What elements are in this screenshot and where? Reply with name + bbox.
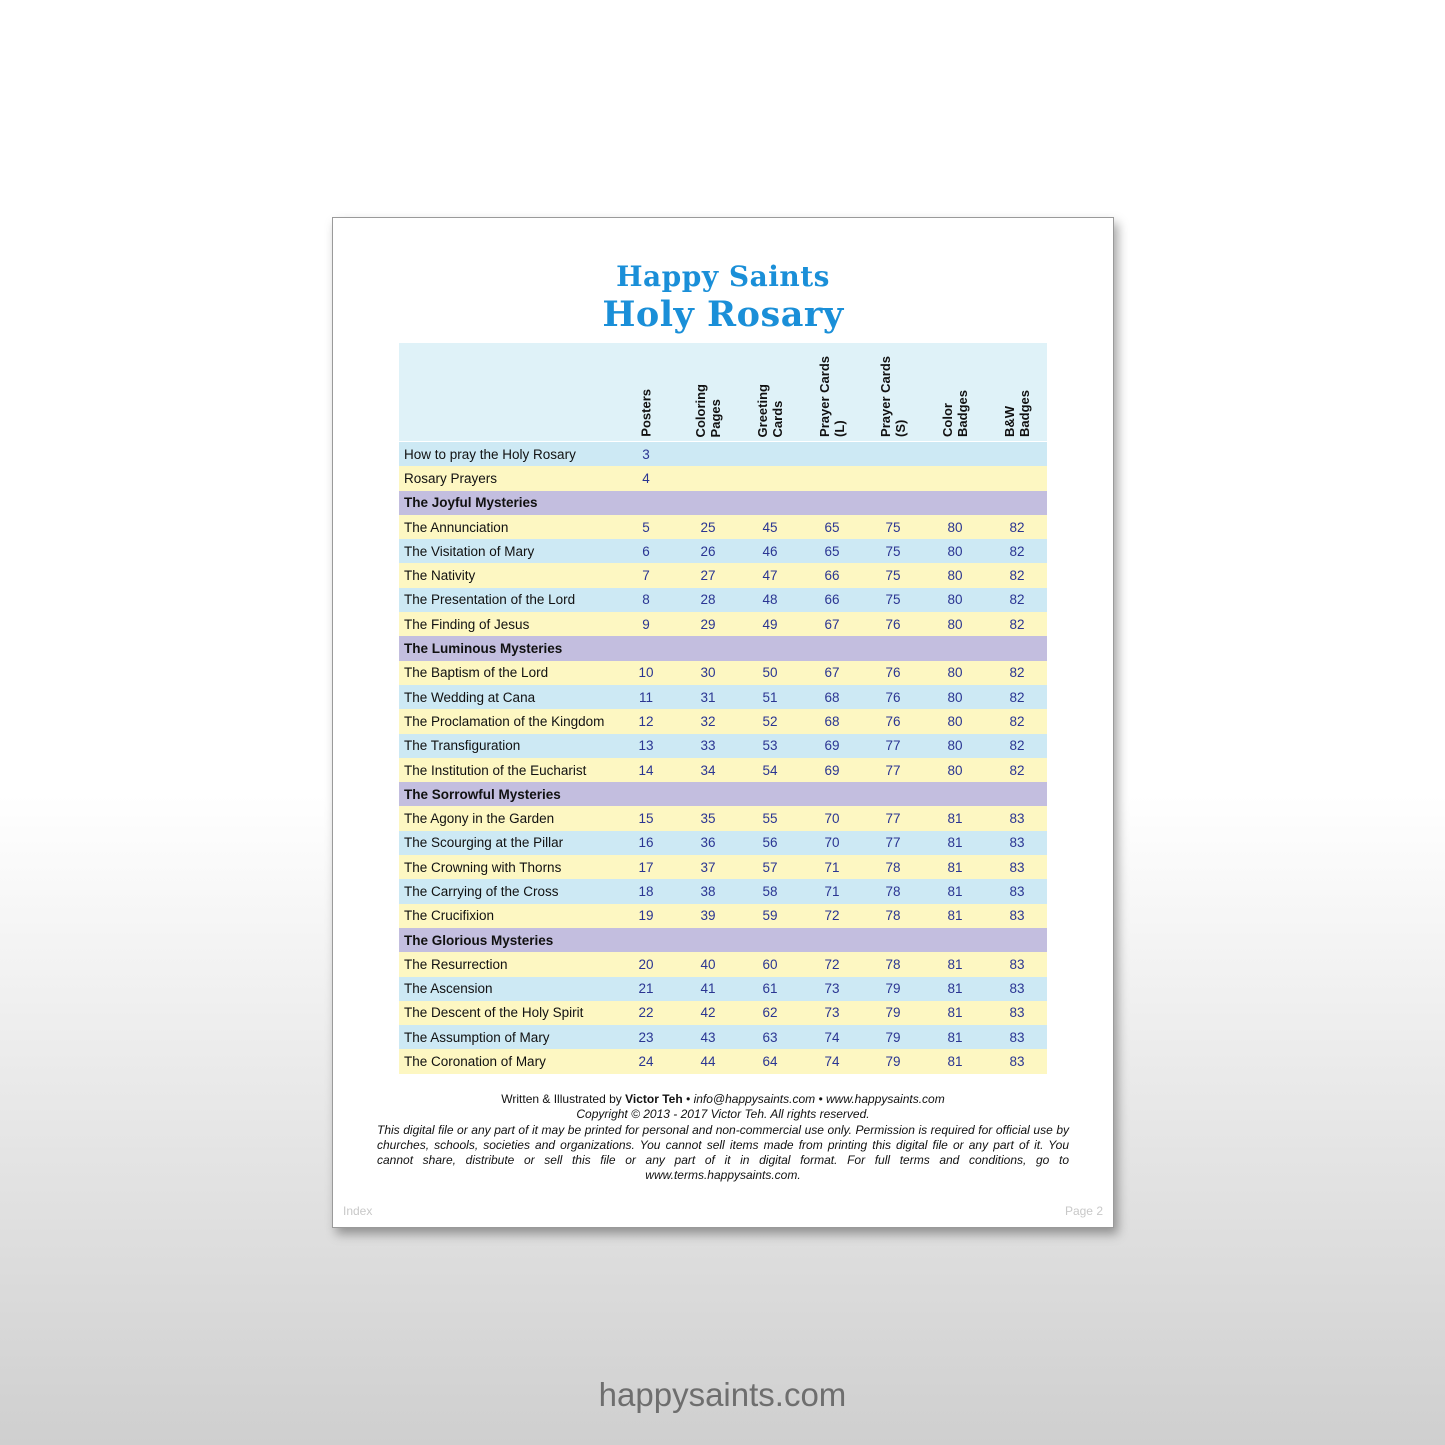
page-number-cell: 75 <box>885 543 901 559</box>
page-number-cell: 83 <box>1009 956 1025 972</box>
column-header-label: B&W Badges <box>1002 390 1032 437</box>
page-number-cell: 82 <box>1009 616 1025 632</box>
page-number-cell: 61 <box>762 981 778 997</box>
column-header-label: Coloring Pages <box>693 383 723 437</box>
column-header <box>986 343 1048 441</box>
table-row <box>399 1025 1047 1049</box>
page-number-cell: 75 <box>885 568 901 584</box>
row-title: The Nativity <box>404 568 476 584</box>
page-number-cell: 80 <box>947 592 963 608</box>
page-number-cell: 81 <box>947 981 963 997</box>
table-row <box>399 977 1047 1001</box>
page-number-cell: 81 <box>947 956 963 972</box>
page-number-cell: 59 <box>762 908 778 924</box>
page-number-cell: 11 <box>638 689 653 705</box>
page-number-cell: 50 <box>762 665 778 681</box>
page-number-cell: 52 <box>762 713 778 729</box>
title-holy-rosary: Holy Rosary <box>602 294 844 335</box>
table-row <box>399 1049 1047 1073</box>
page-number-cell: 73 <box>824 981 840 997</box>
page-number-cell: 82 <box>1009 738 1025 754</box>
page-number-cell: 83 <box>1009 1005 1025 1021</box>
table-row <box>399 806 1047 830</box>
page-number-cell: 43 <box>700 1029 716 1045</box>
table-row <box>399 904 1047 928</box>
footer-legal: This digital file or any part of it may be printed for personal and non-commercial use only. Permission is required for official use by churches, schools, societies and organizations. You cannot sell items made from printing this digital file or any part of it. You cannot share, distribute or sell this file or any part of it in digital format. For full terms and conditions, go to www.terms.happysaints.com. <box>377 1122 1069 1183</box>
page-number-cell: 79 <box>885 1029 901 1045</box>
row-title: The Scourging at the Pillar <box>404 835 564 851</box>
page-number-cell: 82 <box>1009 568 1025 584</box>
page-number-cell: 78 <box>885 883 901 899</box>
page-number-cell: 81 <box>947 1054 963 1070</box>
page-number-cell: 80 <box>947 543 963 559</box>
page-number-cell: 55 <box>762 811 778 827</box>
table-row <box>399 952 1047 976</box>
page-corner-index: Index <box>343 1204 373 1218</box>
page-number-cell: 33 <box>700 738 716 754</box>
row-title: The Carrying of the Cross <box>404 883 559 899</box>
page-number-cell: 60 <box>762 956 778 972</box>
row-title: The Crowning with Thorns <box>404 859 562 875</box>
page-number-cell: 73 <box>824 1005 840 1021</box>
row-title: The Ascension <box>404 981 493 997</box>
column-header-label: Posters <box>638 389 654 437</box>
section-title: The Sorrowful Mysteries <box>404 786 561 802</box>
page-number-cell: 68 <box>824 713 840 729</box>
title-happy-saints: Happy Saints <box>616 260 830 293</box>
page-number-cell: 83 <box>1009 859 1025 875</box>
table-row <box>399 709 1047 733</box>
table-row <box>399 515 1047 539</box>
page-number-cell: 80 <box>947 568 963 584</box>
page-number-cell: 81 <box>947 883 963 899</box>
page-number-cell: 83 <box>1009 811 1025 827</box>
column-header <box>924 343 986 441</box>
page-number-cell: 34 <box>700 762 716 778</box>
page-number-cell: 3 <box>642 446 650 462</box>
table-row <box>399 442 1047 466</box>
section-title: The Glorious Mysteries <box>404 932 554 948</box>
page-number-cell: 69 <box>824 738 840 754</box>
page-number-cell: 23 <box>638 1029 654 1045</box>
page-number-cell: 44 <box>700 1054 716 1070</box>
table-row <box>399 661 1047 685</box>
row-title: The Presentation of the Lord <box>404 592 576 608</box>
page-number-cell: 31 <box>700 689 716 705</box>
table-row <box>399 734 1047 758</box>
page-number-cell: 74 <box>824 1054 840 1070</box>
page-number-cell: 83 <box>1009 883 1025 899</box>
page-number-cell: 10 <box>638 665 654 681</box>
document-page <box>332 217 1114 1228</box>
page-number-cell: 72 <box>824 956 840 972</box>
column-header-label: Prayer Cards (S) <box>878 356 908 437</box>
page-number-cell: 79 <box>885 1054 901 1070</box>
page-number-cell: 66 <box>824 568 840 584</box>
table-row <box>399 1001 1047 1025</box>
page-number-cell: 36 <box>700 835 716 851</box>
page-number-cell: 17 <box>638 859 654 875</box>
page-number-cell: 80 <box>947 519 963 535</box>
footer-author: Victor Teh <box>625 1092 683 1106</box>
page-number-cell: 47 <box>762 568 778 584</box>
page-number-cell: 21 <box>638 981 654 997</box>
page-number-cell: 83 <box>1009 835 1025 851</box>
section-row <box>399 491 1047 515</box>
page-number-cell: 82 <box>1009 519 1025 535</box>
page-number-cell: 81 <box>947 859 963 875</box>
page-number-cell: 70 <box>824 835 840 851</box>
page-number-cell: 80 <box>947 665 963 681</box>
page-number-cell: 53 <box>762 738 778 754</box>
page-number-cell: 65 <box>824 519 840 535</box>
row-title: Rosary Prayers <box>404 470 498 486</box>
page-number-cell: 46 <box>762 543 778 559</box>
table-row <box>399 855 1047 879</box>
page-number-cell: 51 <box>762 689 778 705</box>
footer-copyright: Copyright © 2013 - 2017 Victor Teh. All rights reserved. <box>576 1107 870 1122</box>
footer <box>377 1092 1069 1184</box>
page-number-cell: 82 <box>1009 543 1025 559</box>
index-table <box>399 442 1047 1074</box>
page-number-cell: 81 <box>947 835 963 851</box>
page-number-cell: 77 <box>885 811 901 827</box>
page-number-cell: 80 <box>947 762 963 778</box>
page-number-cell: 79 <box>885 1005 901 1021</box>
page-number-cell: 18 <box>638 883 654 899</box>
page-number-cell: 58 <box>762 883 778 899</box>
row-title: The Descent of the Holy Spirit <box>404 1005 584 1021</box>
site-watermark[interactable]: happysaints.com <box>598 1376 847 1413</box>
page-number-cell: 19 <box>638 908 654 924</box>
page-number-cell: 42 <box>700 1005 716 1021</box>
page-number-cell: 64 <box>762 1054 778 1070</box>
page-number-cell: 68 <box>824 689 840 705</box>
footer-written-prefix: Written & Illustrated by <box>501 1092 622 1106</box>
page-number-cell: 77 <box>885 738 901 754</box>
column-header-label: Color Badges <box>940 390 970 437</box>
page-number-cell: 82 <box>1009 592 1025 608</box>
page-number-cell: 72 <box>824 908 840 924</box>
column-header <box>801 343 863 441</box>
table-row <box>399 879 1047 903</box>
page-number-cell: 83 <box>1009 1054 1025 1070</box>
table-row <box>399 588 1047 612</box>
page-number-cell: 78 <box>885 908 901 924</box>
row-title: The Finding of Jesus <box>404 616 530 632</box>
row-title: The Visitation of Mary <box>404 543 535 559</box>
page-number-cell: 28 <box>700 592 716 608</box>
page-number-cell: 80 <box>947 616 963 632</box>
page-number-cell: 25 <box>700 519 716 535</box>
page-number-cell: 6 <box>642 543 650 559</box>
page-number-cell: 78 <box>885 859 901 875</box>
page-number-cell: 27 <box>700 568 716 584</box>
page-number-cell: 81 <box>947 1029 963 1045</box>
row-title: How to pray the Holy Rosary <box>404 446 576 462</box>
row-title: The Transfiguration <box>404 738 521 754</box>
page-number-cell: 71 <box>824 883 840 899</box>
page-number-cell: 80 <box>947 738 963 754</box>
row-title: The Baptism of the Lord <box>404 665 549 681</box>
section-title: The Joyful Mysteries <box>404 495 538 511</box>
page-number-cell: 29 <box>700 616 716 632</box>
table-row <box>399 539 1047 563</box>
page-number-cell: 13 <box>638 738 654 754</box>
page-number-cell: 9 <box>642 616 650 632</box>
page-number-cell: 56 <box>762 835 778 851</box>
page-number-cell: 5 <box>642 519 650 535</box>
row-title: The Crucifixion <box>404 908 495 924</box>
section-row <box>399 928 1047 952</box>
page-number-cell: 79 <box>885 981 901 997</box>
page-number-cell: 76 <box>885 665 901 681</box>
page-number-cell: 77 <box>885 835 901 851</box>
column-header-label: Prayer Cards (L) <box>817 356 847 437</box>
footer-contact[interactable]: • info@happysaints.com • www.happysaints.com <box>686 1092 945 1106</box>
page-number-cell: 20 <box>638 956 654 972</box>
page-number-cell: 83 <box>1009 981 1025 997</box>
page-number-cell: 81 <box>947 1005 963 1021</box>
page-number-cell: 77 <box>885 762 901 778</box>
page-number-cell: 78 <box>885 956 901 972</box>
page-number-cell: 83 <box>1009 1029 1025 1045</box>
page-number-cell: 35 <box>700 811 716 827</box>
page-number-cell: 65 <box>824 543 840 559</box>
column-header-label: Greeting Cards <box>755 383 785 437</box>
row-title: The Coronation of Mary <box>404 1054 546 1070</box>
page-number-cell: 38 <box>700 883 716 899</box>
column-header <box>615 343 677 441</box>
page-number-cell: 62 <box>762 1005 778 1021</box>
row-title: The Wedding at Cana <box>404 689 536 705</box>
column-header <box>739 343 801 441</box>
column-header <box>862 343 924 441</box>
page-number-cell: 70 <box>824 811 840 827</box>
page-number-cell: 71 <box>824 859 840 875</box>
page-number-cell: 24 <box>638 1054 654 1070</box>
page-number-cell: 67 <box>824 665 840 681</box>
page-number-cell: 8 <box>642 592 650 608</box>
page-number-cell: 45 <box>762 519 778 535</box>
section-row <box>399 782 1047 806</box>
row-title: The Agony in the Garden <box>404 811 555 827</box>
page-number-cell: 76 <box>885 713 901 729</box>
row-title: The Proclamation of the Kingdom <box>404 713 605 729</box>
page-number-cell: 63 <box>762 1029 778 1045</box>
page-number-cell: 81 <box>947 811 963 827</box>
column-header <box>677 343 739 441</box>
page-number-cell: 40 <box>700 956 716 972</box>
page-number-cell: 66 <box>824 592 840 608</box>
page-number-cell: 75 <box>885 592 901 608</box>
page-number-cell: 80 <box>947 689 963 705</box>
table-row <box>399 758 1047 782</box>
row-title: The Assumption of Mary <box>404 1029 550 1045</box>
page-number-cell: 75 <box>885 519 901 535</box>
page-number-cell: 48 <box>762 592 778 608</box>
page-number-cell: 69 <box>824 762 840 778</box>
page-number-cell: 41 <box>700 981 716 997</box>
page-number-cell: 4 <box>642 470 650 486</box>
page-number-cell: 22 <box>638 1005 654 1021</box>
page-number-cell: 12 <box>638 713 654 729</box>
page-number-cell: 16 <box>638 835 654 851</box>
page-number-cell: 82 <box>1009 689 1025 705</box>
page-number-cell: 74 <box>824 1029 840 1045</box>
page-number-cell: 57 <box>762 859 778 875</box>
page-number-cell: 14 <box>638 762 654 778</box>
page-number: Page 2 <box>1064 1204 1103 1218</box>
page-number-cell: 76 <box>885 616 901 632</box>
page-number-cell: 82 <box>1009 665 1025 681</box>
page-number-cell: 30 <box>700 665 716 681</box>
table-row <box>399 612 1047 636</box>
row-title: The Institution of the Eucharist <box>404 762 587 778</box>
page-number-cell: 80 <box>947 713 963 729</box>
page-number-cell: 83 <box>1009 908 1025 924</box>
table-row <box>399 685 1047 709</box>
table-row <box>399 466 1047 490</box>
row-title: The Resurrection <box>404 956 508 972</box>
table-row <box>399 831 1047 855</box>
page-number-cell: 82 <box>1009 762 1025 778</box>
footer-credit <box>377 1092 1069 1107</box>
page-number-cell: 15 <box>638 811 654 827</box>
page-number-cell: 67 <box>824 616 840 632</box>
page-number-cell: 54 <box>762 762 778 778</box>
row-title: The Annunciation <box>404 519 509 535</box>
page-number-cell: 32 <box>700 713 716 729</box>
section-row <box>399 636 1047 660</box>
page-number-cell: 81 <box>947 908 963 924</box>
page-number-cell: 7 <box>642 568 650 584</box>
section-title: The Luminous Mysteries <box>404 641 563 657</box>
page-number-cell: 82 <box>1009 713 1025 729</box>
page-number-cell: 26 <box>700 543 716 559</box>
page-number-cell: 37 <box>700 859 716 875</box>
page-number-cell: 39 <box>700 908 716 924</box>
page-number-cell: 49 <box>762 616 778 632</box>
page-number-cell: 76 <box>885 689 901 705</box>
table-row <box>399 563 1047 587</box>
